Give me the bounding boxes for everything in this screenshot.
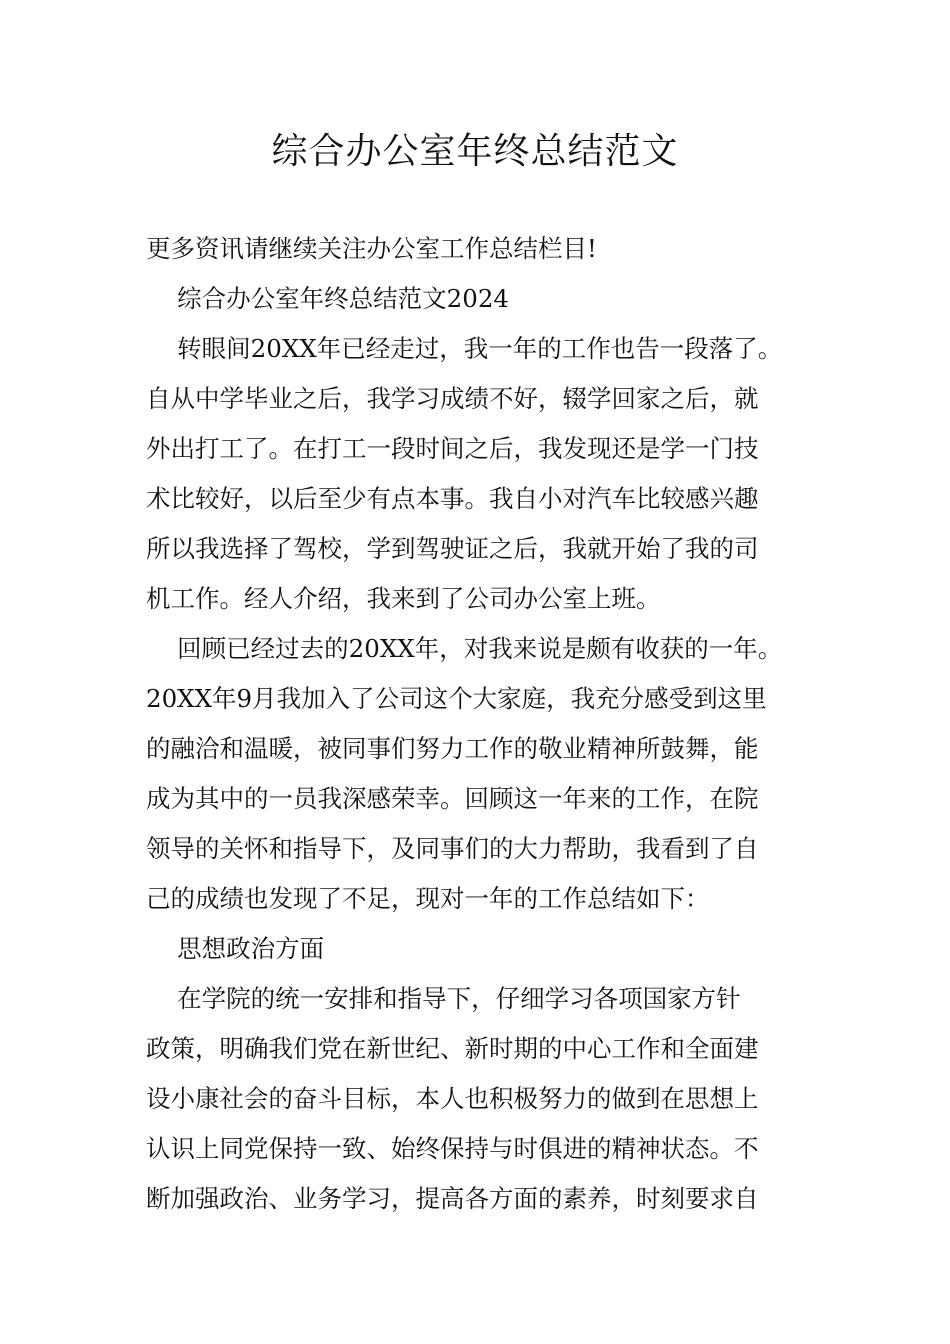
text-line: 断加强政治、业务学习，提高各方面的素养，时刻要求自	[146, 1184, 759, 1213]
text-line: 成为其中的一员我深感荣幸。回顾这一年来的工作，在院	[146, 784, 759, 813]
document-title: 综合办公室年终总结范文	[271, 131, 679, 172]
text-line: 转眼间20XX年已经走过，我一年的工作也告一段落了。	[146, 334, 783, 363]
text-line: 所以我选择了驾校，学到驾驶证之后，我就开始了我的司	[146, 534, 759, 563]
text-line: 政策，明确我们党在新世纪、新时期的中心工作和全面建	[146, 1034, 759, 1063]
text-line: 机工作。经人介绍，我来到了公司办公室上班。	[146, 584, 661, 613]
text-line: 自从中学毕业之后，我学习成绩不好，辍学回家之后，就	[146, 384, 759, 413]
text-line: 在学院的统一安排和指导下，仔细学习各项国家方针	[146, 984, 741, 1013]
text-line: 外出打工了。在打工一段时间之后，我发现还是学一门技	[146, 434, 759, 463]
text-line: 的融洽和温暖，被同事们努力工作的敬业精神所鼓舞，能	[146, 734, 759, 763]
text-line: 领导的关怀和指导下，及同事们的大力帮助，我看到了自	[146, 834, 759, 863]
document-body	[146, 224, 818, 1224]
text-line: 回顾已经过去的20XX年，对我来说是颇有收获的一年。	[146, 634, 783, 663]
text-line: 己的成绩也发现了不足，现对一年的工作总结如下：	[146, 884, 710, 913]
text-line: 术比较好，以后至少有点本事。我自小对汽车比较感兴趣	[146, 484, 759, 513]
text-line: 认识上同党保持一致、始终保持与时俱进的精神状态。不	[146, 1134, 759, 1163]
text-line: 思想政治方面	[146, 934, 325, 963]
text-line: 综合办公室年终总结范文2024	[146, 284, 510, 313]
text-line: 20XX年9月我加入了公司这个大家庭，我充分感受到这里	[146, 684, 767, 713]
text-line: 设小康社会的奋斗目标，本人也积极努力的做到在思想上	[146, 1084, 759, 1113]
text-line: 更多资讯请继续关注办公室工作总结栏目!	[146, 234, 597, 263]
